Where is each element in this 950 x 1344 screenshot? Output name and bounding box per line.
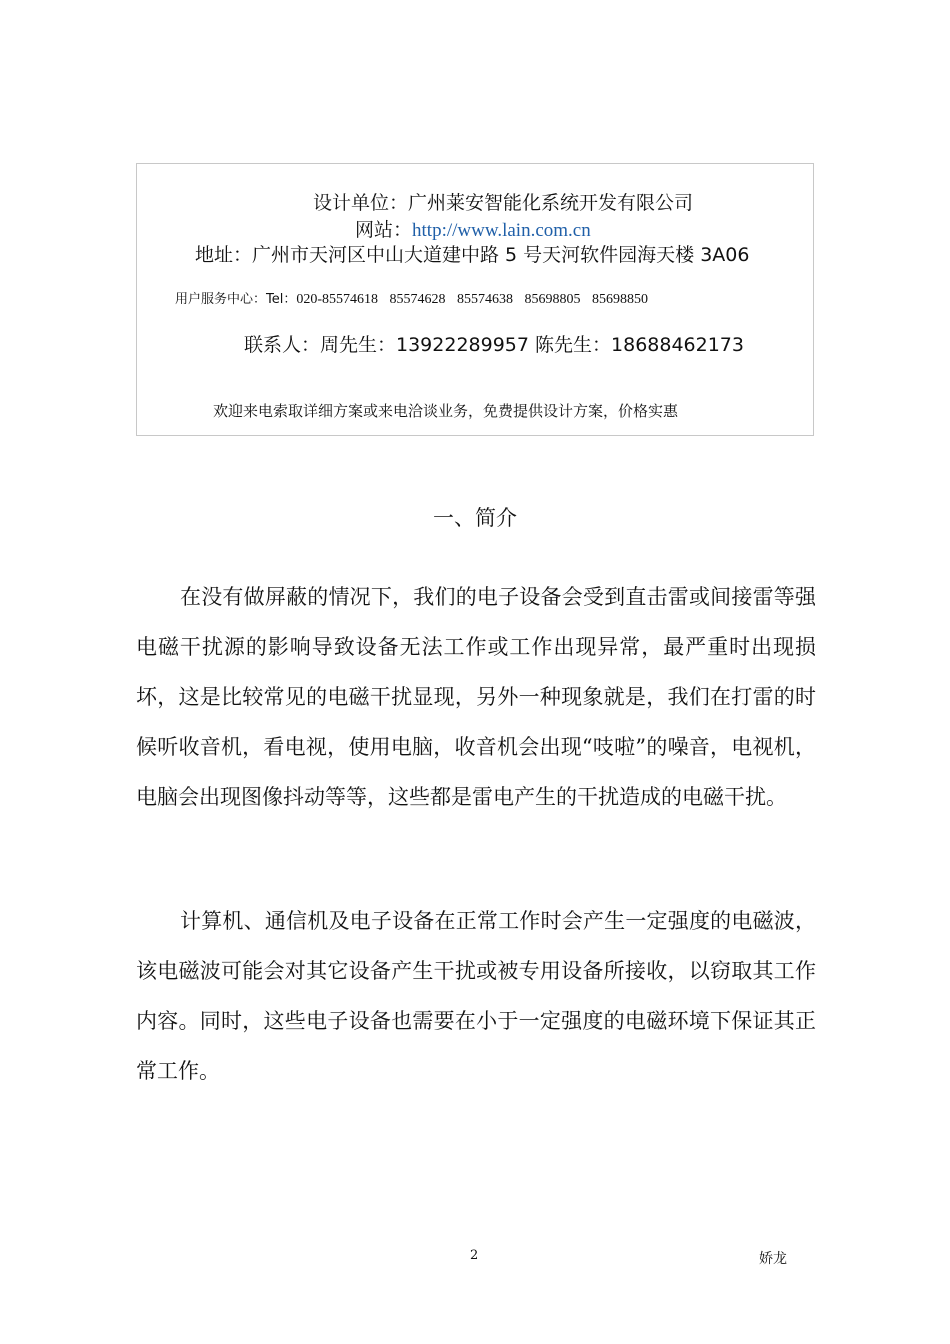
website-link[interactable]: http://www.lain.com.cn (412, 220, 591, 241)
contacts-text: 联系人：周先生：13922289957 陈先生：18688462173 (244, 334, 744, 356)
company-info-box (136, 163, 814, 436)
paragraph-1: 在没有做屏蔽的情况下，我们的电子设备会受到直击雷或间接雷等强电磁干扰源的影响导致设备无法工作或工作出现异常，最严重时出现损坏，这是比较常见的电磁干扰显现，另外一种现象就是，我们在打雷的时候听收音机，看电视，使用电脑，收音机会出现“吱啦”的噪音，电视机，电脑会出现图像抖动等等，这些都是雷电产生的干扰造成的电磁干扰。 (136, 585, 816, 809)
section-title: 一、简介 (433, 506, 517, 530)
page-number: 2 (470, 1248, 479, 1263)
design-unit-text: 设计单位：广州莱安智能化系统开发有限公司 (313, 192, 694, 214)
website-label: 网站： (355, 219, 413, 241)
service-phone-numbers: 020-85574618 85574628 85574638 85698805 85698850 (296, 292, 649, 307)
welcome-text: 欢迎来电索取详细方案或来电洽谈业务，免费提供设计方案，价格实惠 (213, 402, 679, 420)
website-line (355, 215, 591, 242)
service-center-line (175, 288, 648, 308)
address-text: 地址：广州市天河区中山大道建中路 5 号天河软件园海天楼 3A06 (195, 244, 750, 266)
footer-author: 娇龙 (759, 1251, 787, 1267)
service-center-label: 用户服务中心：Tel： (175, 292, 297, 307)
paragraph-2: 计算机、通信机及电子设备在正常工作时会产生一定强度的电磁波，该电磁波可能会对其它设备产生干扰或被专用设备所接收，以窃取其工作内容。同时，这些电子设备也需要在小于一定强度的电磁环境下保证其正常工作。 (136, 909, 816, 1083)
